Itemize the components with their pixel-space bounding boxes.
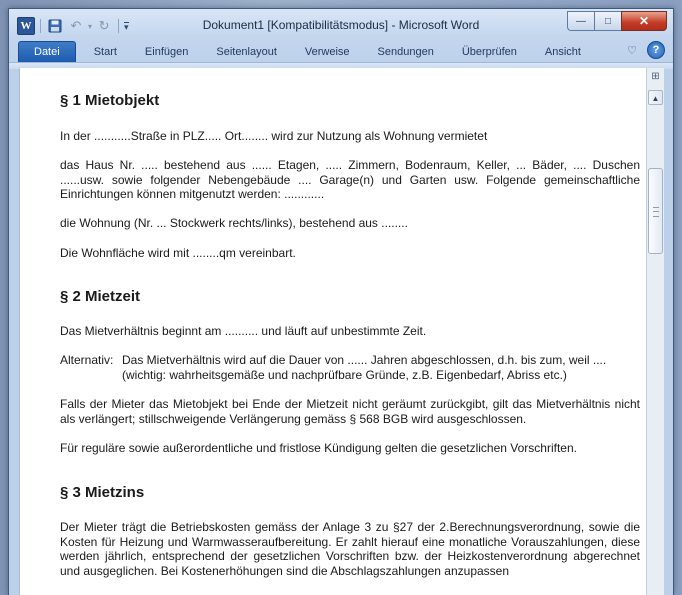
ribbon-right-controls: [627, 41, 665, 59]
paragraph: das Haus Nr. ..... bestehend aus ...... Etagen, ..... Zimmern, Bodenraum, Keller, ... Bäder, .... Duschen ......usw. sowie folgender Nebengebäude .... Garage(n) und Garten usw. Folgende gemeinschaftliche Einrichtungen können mitgenutzt werden: ............: [60, 158, 640, 201]
paragraph: Die Wohnfläche wird mit ........qm vereinbart.: [60, 246, 296, 260]
undo-dropdown-icon[interactable]: ▾: [88, 21, 93, 31]
paragraph: Für reguläre sowie außerordentliche und fristlose Kündigung gelten die gesetzlichen Vorschriften.: [60, 441, 577, 455]
arrow-up-icon: ▲: [651, 94, 660, 103]
alternative-label: Alternativ:: [60, 353, 114, 367]
help-icon[interactable]: ?: [647, 41, 665, 59]
scroll-up-button[interactable]: [648, 90, 663, 105]
document-area[interactable]: [19, 68, 646, 595]
customize-qat-icon[interactable]: ▾: [124, 21, 129, 32]
alternative-paragraph: [60, 353, 640, 382]
tab-ueberpruefen[interactable]: Überprüfen: [461, 46, 517, 58]
grip-icon: [653, 207, 659, 217]
tab-datei[interactable]: Datei: [18, 41, 76, 62]
window-title: Dokument1 [Kompatibilitätsmodus] - Microsoft Word: [202, 18, 480, 32]
paragraph: Falls der Mieter das Mietobjekt bei Ende der Mietzeit nicht geräumt zurückgibt, gilt das Mietverhältnis nicht als verlängert; stillschweigende Verlängerung gemäss § 568 BGB wird ausgeschlossen.: [60, 397, 640, 426]
section-heading: § 1 Mietobjekt: [60, 92, 160, 109]
maximize-icon: □: [604, 15, 612, 27]
section-heading: § 2 Mietzeit: [60, 288, 141, 305]
close-button[interactable]: [621, 11, 667, 31]
ribbon-tabs: [9, 40, 673, 62]
tab-ansicht[interactable]: Ansicht: [544, 46, 581, 58]
paragraph: In der ...........Straße in PLZ..... Ort........ wird zur Nutzung als Wohnung vermietet: [60, 129, 488, 143]
tab-start[interactable]: Start: [93, 46, 117, 58]
maximize-button[interactable]: [594, 11, 621, 31]
undo-icon: ↶: [70, 18, 82, 33]
redo-icon: ↻: [98, 18, 110, 33]
section-heading: § 3 Mietzins: [60, 484, 145, 501]
vertical-scrollbar[interactable]: [646, 68, 664, 595]
minimize-ribbon-icon[interactable]: ♡: [627, 44, 637, 57]
ruler-toggle-icon[interactable]: ⊞: [651, 71, 660, 82]
paragraph: Der Mieter trägt die Betriebskosten gemäss der Anlage 3 zu §27 der 2.Berechnungsverordnung, sowie die Kosten für Heizung und Warmwasseraufbereitung. Er zahlt hierauf eine monatliche Vorauszahlungen, diese werden jährlich, entsprechend der gesetzlichen Vorschriften bzw. der Heizkostenverordnung abgerechnet und ausgeglichen. Bei Kostenerhöhungen sind die Abschlagszahlungen anzupassen: [60, 520, 640, 578]
tab-einfuegen[interactable]: Einfügen: [144, 46, 189, 58]
window-controls: [567, 11, 667, 31]
alternative-text: Das Mietverhältnis wird auf die Dauer von ...... Jahren abgeschlossen, d.h. bis zum, weil .... (wichtig: wahrheitsgemäße und nachprüfbare Gründe, z.B. Eigenbedarf, Abriss etc.): [122, 353, 607, 382]
tab-verweise[interactable]: Verweise: [304, 46, 350, 58]
minimize-icon: —: [576, 15, 586, 27]
close-icon: ✕: [638, 14, 650, 28]
scrollbar-thumb[interactable]: [648, 168, 663, 254]
title-bar[interactable]: [9, 9, 673, 39]
tab-seitenlayout[interactable]: Seitenlayout: [216, 46, 277, 58]
paragraph: Das Mietverhältnis beginnt am .......... und läuft auf unbestimmte Zeit.: [60, 324, 427, 338]
word-logo-icon[interactable]: W: [17, 17, 35, 35]
paragraph: die Wohnung (Nr. ... Stockwerk rechts/links), bestehend aus ........: [60, 216, 408, 230]
word-window: [8, 8, 674, 595]
tab-sendungen[interactable]: Sendungen: [377, 46, 434, 58]
minimize-button[interactable]: [567, 11, 594, 31]
